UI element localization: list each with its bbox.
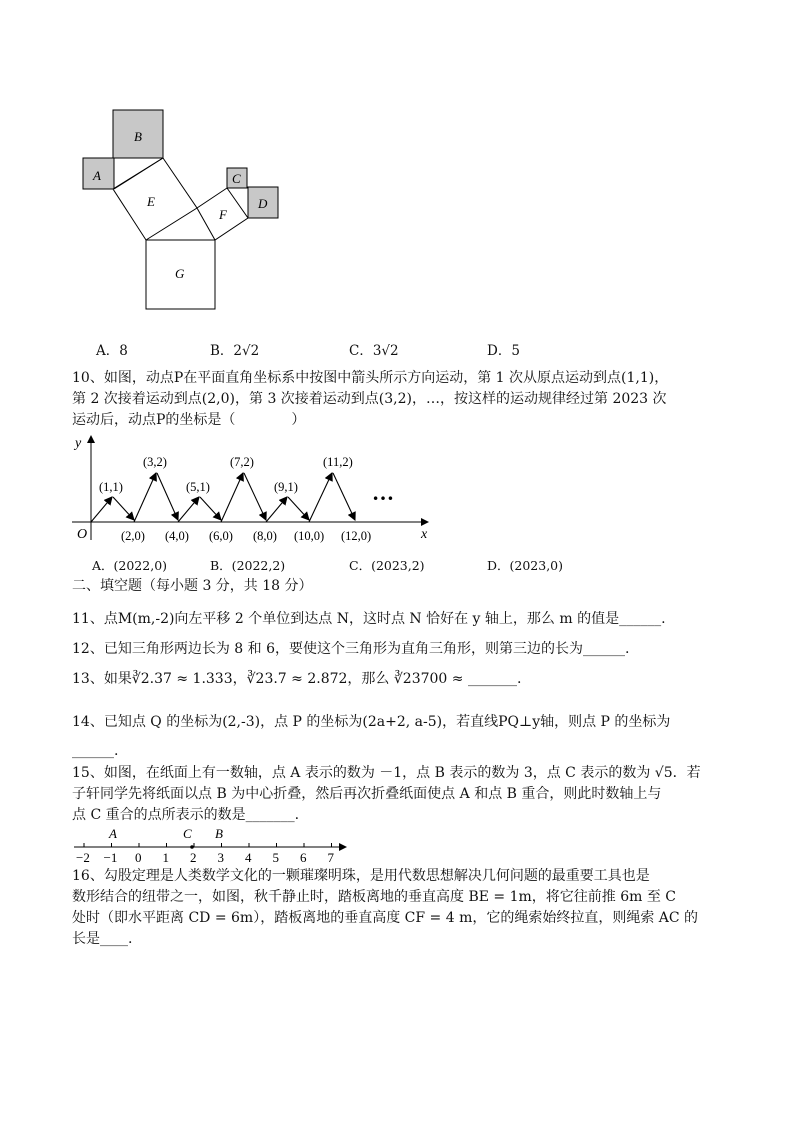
point-c-label: C	[183, 826, 192, 841]
number-line-tick-label: 3	[217, 850, 224, 865]
point-label-11-2: (11,2)	[323, 455, 353, 469]
number-line-tick-label: 4	[245, 850, 252, 865]
point-c-dot	[190, 845, 194, 849]
section-2-heading: 二、填空题（每小题 3 分，共 18 分）	[72, 578, 313, 594]
q9-option-a: A．8	[96, 343, 128, 359]
point-label-9-1: (9,1)	[274, 480, 298, 494]
q16-line-1: 16、勾股定理是人类数学文化的一颗璀璨明珠，是用代数思想解决几何问题的最重要工具也是	[72, 868, 650, 884]
q13-text: 13、如果∛2.37 ≈ 1.333，∛23.7 ≈ 2.872，那么 ∛23700 ≈ _______.	[72, 671, 522, 687]
point-label-12-0: (12,0)	[341, 529, 372, 543]
point-label-4-0: (4,0)	[165, 529, 189, 543]
label-g: G	[175, 266, 185, 281]
number-line-tick-label: 7	[327, 850, 334, 865]
label-a: A	[93, 168, 101, 183]
q14-line-2: ______.	[72, 743, 119, 759]
q9-option-c: C．3√2	[349, 343, 399, 359]
number-line-tick-label: 1	[162, 850, 169, 865]
q10-coordinate-graph	[72, 432, 440, 547]
point-label-5-1: (5,1)	[186, 480, 210, 494]
q11-text: 11、点M(m,-2)向左平移 2 个单位到达点 N，这时点 N 恰好在 y 轴上，那么 m 的值是______.	[72, 611, 666, 627]
number-line-tick-label: −2	[76, 850, 90, 865]
label-b: B	[134, 129, 142, 144]
q10-option-c: C．(2023,2)	[349, 558, 425, 573]
q10-option-a: A．(2022,0)	[92, 558, 168, 573]
number-line-tick-label: 5	[272, 850, 279, 865]
q10-line-1: 10、如图，动点P在平面直角坐标系中按图中箭头所示方向运动，第 1 次从原点运动到点(1,1)，	[72, 370, 669, 386]
q10-line-3: 运动后，动点P的坐标是（ ）	[72, 412, 306, 428]
label-f: F	[219, 207, 227, 222]
point-label-2-0: (2,0)	[121, 529, 145, 543]
q15-line-3: 点 C 重合的点所表示的数是_______.	[72, 807, 300, 823]
point-label-6-0: (6,0)	[209, 529, 233, 543]
q10-option-d: D．(2023,0)	[487, 558, 564, 573]
q16-line-3: 处时（即水平距离 CD = 6m），踏板离地的垂直高度 CF = 4 m，它的绳索始终拉直，则绳索 AC 的	[72, 910, 699, 926]
point-b-label: B	[215, 826, 223, 841]
q9-option-b: B．2√2	[210, 343, 260, 359]
point-label-8-0: (8,0)	[253, 529, 277, 543]
number-line-tick-label: 6	[300, 850, 307, 865]
q10-option-b: B．(2022,2)	[210, 558, 286, 573]
point-label-10-0: (10,0)	[294, 529, 325, 543]
q16-line-2: 数形结合的纽带之一，如图，秋千静止时，踏板离地的垂直高度 BE = 1m，将它往前推 6m 至 C	[72, 889, 677, 905]
label-d: D	[258, 196, 268, 211]
q9-option-d: D．5	[487, 343, 520, 359]
number-line-tick-label: 0	[135, 850, 142, 865]
point-label-3-2: (3,2)	[143, 455, 167, 469]
number-line-tick-label: 2	[190, 850, 197, 865]
axis-x-label: x	[421, 527, 428, 542]
q12-text: 12、已知三角形两边长为 8 和 6，要使这个三角形为直角三角形，则第三边的长为______.	[72, 641, 630, 657]
q14-line-1: 14、已知点 Q 的坐标为(2,-3)，点 P 的坐标为(2a+2, a-5)，若直线PQ⊥y轴，则点 P 的坐标为	[72, 714, 671, 730]
axis-y-label: y	[75, 436, 82, 451]
q15-number-line	[72, 824, 352, 866]
number-line-tick-label: −1	[103, 850, 118, 865]
q16-line-4: 长是____.	[72, 931, 133, 947]
origin-label: O	[77, 527, 88, 542]
q15-line-2: 子轩同学先将纸面以点 B 为中心折叠，然后再次折叠纸面使点 A 和点 B 重合，则此时数轴上与	[72, 786, 662, 802]
label-e: E	[147, 194, 155, 209]
point-a-label: A	[109, 826, 117, 841]
q15-line-1: 15、如图，在纸面上有一数轴，点 A 表示的数为 －1，点 B 表示的数为 3，点 C 表示的数为 √5．若	[72, 765, 701, 781]
label-c: C	[232, 171, 241, 186]
squares-figure	[78, 108, 288, 314]
q10-line-2: 第 2 次接着运动到点(2,0)，第 3 次接着运动到点(3,2)，…，按这样的运动规律经过第 2023 次	[72, 391, 667, 407]
point-label-1-1: (1,1)	[99, 480, 123, 494]
point-label-7-2: (7,2)	[230, 455, 254, 469]
graph-ellipsis: …	[372, 480, 394, 505]
square-e	[113, 158, 197, 240]
